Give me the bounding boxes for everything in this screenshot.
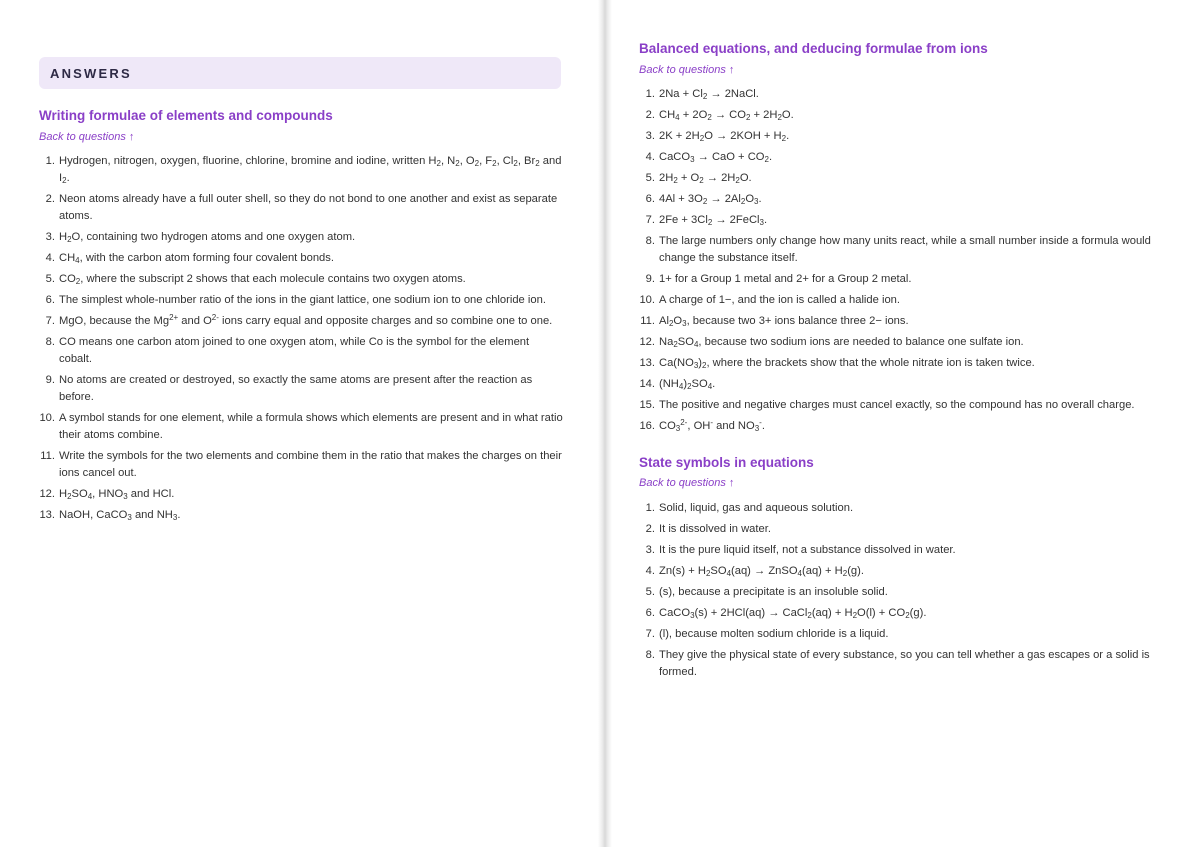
list-item-number: 8. xyxy=(45,336,55,348)
list-item-text: NaOH, CaCO$_3$ and $NH_3$. xyxy=(59,509,181,522)
list-item-number: 6. xyxy=(645,193,655,205)
list-item-text: $H_2SO_4$, $HNO_3$ and HCl. xyxy=(59,488,175,501)
list-item-number: 1. xyxy=(45,155,55,167)
answer-list-state-symbols xyxy=(639,500,1164,685)
list-item xyxy=(639,521,1164,538)
list-item-text: $CH_4$, with the carbon atom forming four covalent bonds. xyxy=(59,252,334,265)
list-item xyxy=(639,107,1164,124)
list-item-text: $Al_2O_3$, because two 3+ ions balance three 2− ions. xyxy=(659,315,909,328)
list-item xyxy=(639,334,1164,351)
list-item-number: 3. xyxy=(645,130,655,142)
list-item-number: 15. xyxy=(639,399,655,411)
list-item-number: 7. xyxy=(645,628,655,640)
list-item-text: $Ca(NO_3)_2$, where the brackets show that the whole nitrate ion is taken twice. xyxy=(659,357,1035,370)
list-item-text: Write the symbols for the two elements and combine them in the ratio that makes the charges on their ions cancel out. xyxy=(59,450,562,479)
list-item-number: 5. xyxy=(645,172,655,184)
left-page xyxy=(0,0,598,847)
answer-list-formulae xyxy=(39,153,565,528)
list-item-number: 11. xyxy=(40,450,55,462)
back-to-questions-link[interactable]: Back to questions ↑ xyxy=(639,64,735,76)
list-item xyxy=(39,191,565,225)
list-item-number: 12. xyxy=(39,488,55,500)
list-item-number: 1. xyxy=(645,502,655,514)
list-item xyxy=(639,233,1164,267)
section-title-state-symbols: State symbols in equations xyxy=(639,455,814,470)
list-item-number: 4. xyxy=(645,565,655,577)
right-page xyxy=(612,0,1200,847)
list-item-number: 14. xyxy=(639,378,655,390)
list-item-text: CO means one carbon atom joined to one oxygen atom, while Co is the symbol for the element cobalt. xyxy=(59,336,530,365)
list-item xyxy=(39,410,565,444)
list-item-text: A symbol stands for one element, while a formula shows which elements are present and in what ratio their atoms combine. xyxy=(59,412,563,441)
list-item-number: 16. xyxy=(639,420,655,432)
list-item-text: $2K + 2H_2O \to 2KOH + H_2$. xyxy=(659,130,790,143)
list-item-number: 4. xyxy=(45,252,55,264)
list-item-text: (l), because molten sodium chloride is a liquid. xyxy=(659,628,889,640)
list-item-number: 6. xyxy=(645,607,655,619)
list-item-number: 12. xyxy=(639,336,655,348)
list-item-text: $2Fe + 3Cl_2$ → 2FeCl$_3$. xyxy=(659,214,768,227)
list-item-text: $Zn(s) + H_2SO_4(aq)$ → ZnSO$_4$(aq) + $H_2(g)$. xyxy=(659,565,864,578)
list-item xyxy=(39,372,565,406)
list-item-number: 9. xyxy=(645,273,655,285)
list-item-number: 4. xyxy=(645,151,655,163)
list-item xyxy=(39,292,565,309)
list-item-text: $2H_2 + O_2 \to 2H_2O$. xyxy=(659,172,752,185)
list-item xyxy=(39,448,565,482)
list-item-number: 5. xyxy=(645,586,655,598)
list-item xyxy=(39,507,565,524)
list-item-number: 8. xyxy=(645,649,655,661)
list-item-text: The large numbers only change how many units react, while a small number inside a formula would change the substance itself. xyxy=(659,235,1151,264)
list-item xyxy=(39,250,565,267)
list-item-number: 3. xyxy=(45,231,55,243)
list-item-text: They give the physical state of every substance, so you can tell whether a gas escapes or a solid is formed. xyxy=(659,649,1150,678)
list-item xyxy=(639,626,1164,643)
list-item-text: Neon atoms already have a full outer shell, so they do not bond to one another and exist as separate atoms. xyxy=(59,193,558,222)
list-item-number: 5. xyxy=(45,273,55,285)
answers-banner-label: ANSWERS xyxy=(50,66,132,81)
list-item-text: 1+ for a Group 1 metal and 2+ for a Group 2 metal. xyxy=(659,273,912,285)
section-title-balanced-equations: Balanced equations, and deducing formulae from ions xyxy=(639,41,988,56)
list-item xyxy=(639,149,1164,166)
list-item-text: (s), because a precipitate is an insoluble solid. xyxy=(659,586,888,598)
list-item-text: CaCO$_3$ → CaO + $CO_2$. xyxy=(659,151,773,164)
list-item-number: 10. xyxy=(39,412,55,424)
list-item xyxy=(639,128,1164,145)
list-item xyxy=(639,397,1164,414)
list-item-text: $CH_4 + 2O_2 \to CO_2 + 2H_2O$. xyxy=(659,109,794,122)
list-item-number: 13. xyxy=(639,357,655,369)
list-item xyxy=(39,153,565,187)
answer-list-balanced-equations xyxy=(639,86,1164,439)
page-gutter xyxy=(598,0,612,847)
list-item-text: $CO_2$, where the subscript 2 shows that each molecule contains two oxygen atoms. xyxy=(59,273,466,286)
list-item xyxy=(639,418,1164,435)
list-item-text: It is dissolved in water. xyxy=(659,523,771,535)
answers-banner xyxy=(39,57,561,89)
list-item xyxy=(39,486,565,503)
list-item xyxy=(639,86,1164,103)
back-to-questions-link[interactable]: Back to questions ↑ xyxy=(639,477,735,489)
list-item-text: The simplest whole-number ratio of the ions in the giant lattice, one sodium ion to one chloride ion. xyxy=(59,294,546,306)
list-item xyxy=(639,542,1164,559)
list-item-number: 9. xyxy=(45,374,55,386)
list-item-text: No atoms are created or destroyed, so exactly the same atoms are present after the reaction as before. xyxy=(59,374,533,403)
list-item xyxy=(39,313,565,330)
list-item xyxy=(639,191,1164,208)
list-item-number: 6. xyxy=(45,294,55,306)
list-item xyxy=(639,212,1164,229)
list-item-text: Hydrogen, nitrogen, oxygen, fluorine, chlorine, bromine and iodine, written $H_2$, $N_2$, $O_2$, $F_2$, $Cl_2$, $Br_2$ and $I_2$. xyxy=(59,155,562,185)
list-item-text: It is the pure liquid itself, not a substance dissolved in water. xyxy=(659,544,956,556)
list-item-number: 7. xyxy=(45,315,55,327)
list-item-text: $CO_3^{2-}$, OH- and $NO_3^-$. xyxy=(659,418,765,433)
list-item xyxy=(639,605,1164,622)
list-item xyxy=(639,563,1164,580)
list-item-number: 1. xyxy=(645,88,655,100)
list-item xyxy=(639,170,1164,187)
list-item xyxy=(639,500,1164,517)
list-item xyxy=(639,313,1164,330)
back-to-questions-link[interactable]: Back to questions ↑ xyxy=(39,131,135,143)
list-item-number: 8. xyxy=(645,235,655,247)
list-item-number: 7. xyxy=(645,214,655,226)
list-item-text: $Na_2SO_4$, because two sodium ions are needed to balance one sulfate ion. xyxy=(659,336,1024,349)
list-item xyxy=(639,355,1164,372)
list-item-text: The positive and negative charges must cancel exactly, so the compound has no overall charge. xyxy=(659,399,1135,411)
list-item xyxy=(639,271,1164,288)
list-item xyxy=(639,376,1164,393)
list-item xyxy=(39,271,565,288)
list-item xyxy=(639,647,1164,681)
list-item-text: MgO, because the $Mg^{2+}$ and $O^{2-}$ ions carry equal and opposite charges and so combine one to one. xyxy=(59,313,553,327)
list-item xyxy=(39,229,565,246)
list-item-text: Solid, liquid, gas and aqueous solution. xyxy=(659,502,854,514)
list-item-text: $(NH_4)_2SO_4$. xyxy=(659,378,716,391)
list-item-number: 2. xyxy=(45,193,55,205)
list-item-number: 11. xyxy=(640,315,655,327)
list-item-text: $H_2O$, containing two hydrogen atoms and one oxygen atom. xyxy=(59,231,356,244)
list-item-text: $2Na + Cl_2$ → 2NaCl. xyxy=(659,88,759,101)
list-item-text: A charge of 1−, and the ion is called a halide ion. xyxy=(659,294,901,306)
list-item xyxy=(39,334,565,368)
list-item-number: 10. xyxy=(639,294,655,306)
list-item-text: CaCO$_3$(s) + 2HCl(aq) → CaCl$_2$(aq) + $H_2O(l) + CO_2(g)$. xyxy=(659,607,927,620)
section-title-formulae: Writing formulae of elements and compounds xyxy=(39,108,333,123)
list-item xyxy=(639,292,1164,309)
list-item-text: $4Al + 3O_2 \to 2Al_2O_3$. xyxy=(659,193,762,206)
list-item-number: 2. xyxy=(645,523,655,535)
list-item-number: 3. xyxy=(645,544,655,556)
list-item xyxy=(639,584,1164,601)
list-item-number: 2. xyxy=(645,109,655,121)
list-item-number: 13. xyxy=(39,509,55,521)
